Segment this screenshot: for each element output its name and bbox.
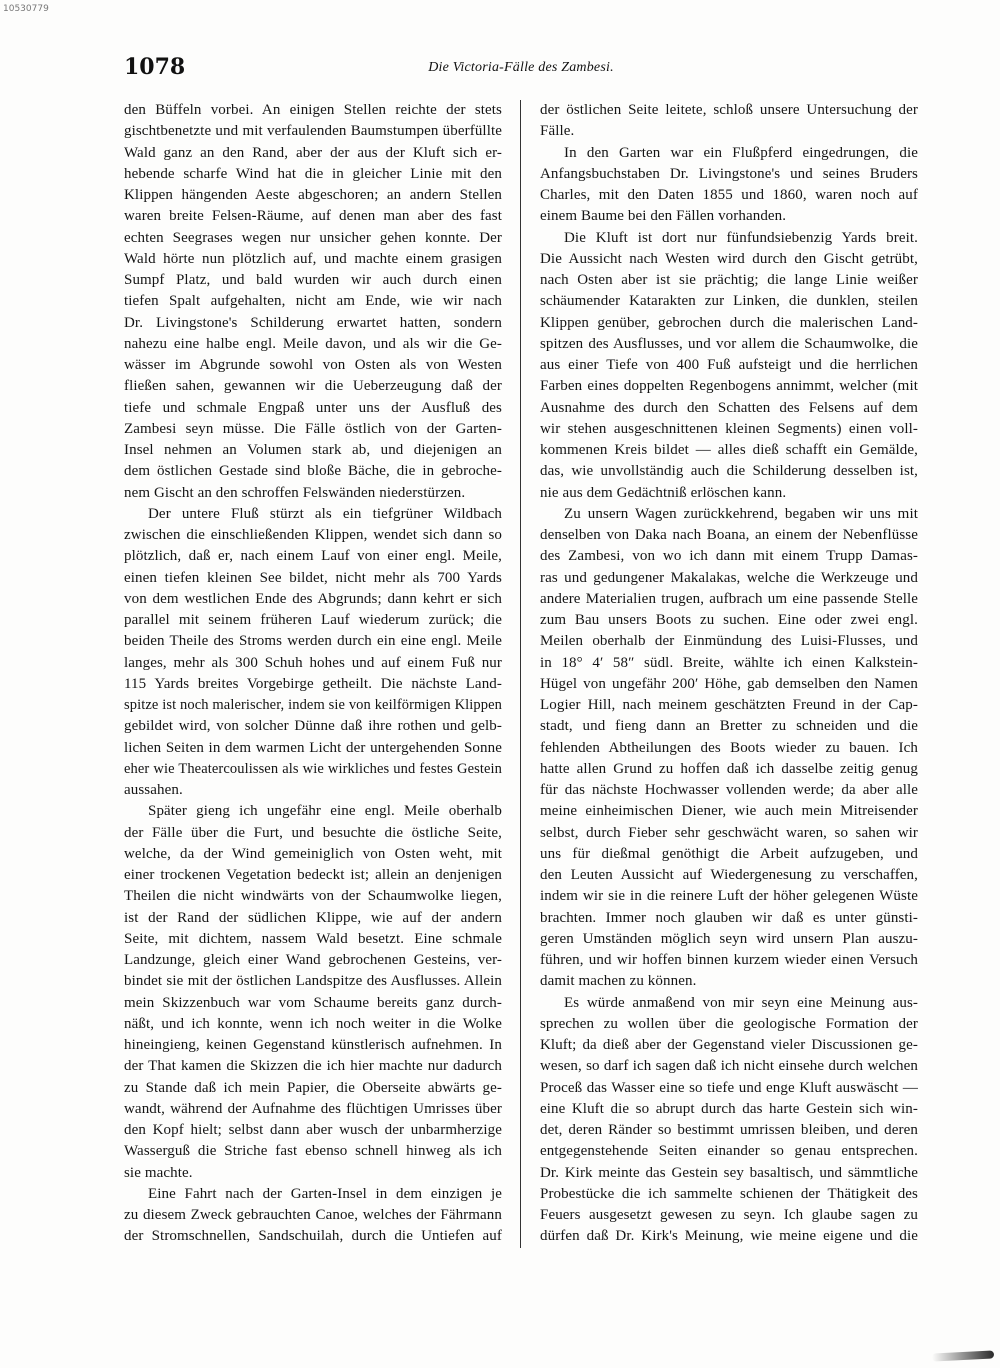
text-line: Charles, mit den Daten 1855 und 1860, waren noch auf — [540, 187, 918, 203]
text-line: det, deren Ränder so bestimmt umrissen bleiben, und deren — [540, 1122, 918, 1138]
text-line: fehlenden Abtheilungen des Boots wieder zu bauen. Ich — [540, 739, 918, 756]
text-line: einer trockenen Vegetation bedeckt ist; allein an denjenigen — [124, 867, 502, 883]
text-line: Klippen hängenden Aeste abgeschoren; an andern Stellen — [124, 187, 502, 203]
text-line: Die Kluft ist dort nur fünfundsiebenzig Yards breit. — [564, 229, 918, 246]
text-line: zum Bau unsers Boots zu suchen. Eine oder zwei engl. — [540, 612, 918, 628]
text-line: gebildet wird, von solcher Dünne daß ihre rothen und gelb- — [124, 718, 502, 735]
text-line: dem östlichen Gestade sind bloße Bäche, die in gebroche- — [124, 463, 502, 480]
text-line: Später gieng ich ungefähr eine engl. Meile oberhalb — [148, 803, 502, 820]
text-line: mein Skizzenbuch war vom Schaume bereits ganz durch- — [124, 994, 502, 1011]
text-line: fließen sahen, gewannen wir die Ueberzeugung daß der — [124, 378, 502, 395]
text-line: Die Aussicht nach Westen wird durch den Gischt getrübt, — [540, 250, 918, 267]
text-line: aussahen. — [124, 782, 183, 798]
text-line: Hügel von ungefähr 200′ Höhe, gab demselben den Namen — [540, 675, 918, 692]
text-line: andere Materialien trugen, aufbrach um eine passende Stelle — [540, 590, 918, 607]
text-line: tiefen Spalt aufgehalten, nicht am Ende, wie wir nach — [124, 293, 502, 310]
text-line: den Kopf hielt; selbst dann aber wusch der unbarmherzige — [124, 1122, 502, 1138]
text-line: spitze ist noch malerischer, indem sie von keilförmigen Klippen — [124, 697, 502, 713]
text-line: Kluft; da dieß aber der Gegenstand vieler Discussionen ge- — [540, 1037, 918, 1053]
text-line: der östlichen Seite leitete, schloß unsere Untersuchung der — [540, 102, 918, 118]
text-line: Es würde anmaßend von mir seyn eine Meinung aus- — [564, 994, 918, 1011]
text-line: einen tiefen kleinen See bildet, nicht mehr als 700 Yards — [124, 569, 502, 586]
text-line: Insel nehmen an Volumen stark ab, und diejenigen an — [124, 442, 502, 458]
text-line: einem Baume bei den Fällen vorhanden. — [540, 208, 787, 225]
text-line: den Büffeln vorbei. An einigen Stellen reichte der stets — [124, 102, 502, 118]
text-line: Zu unsern Wagen zurückkehrend, begaben wir uns mit — [564, 505, 918, 522]
text-line: Landzunge, gleich einer Wand gebrochenen Gesteins, ver- — [124, 952, 502, 968]
text-line: In den Garten war ein Flußpferd eingedrungen, die — [564, 144, 918, 161]
text-line: uns für dießmal genöthigt die Arbeit aufzugeben, und — [540, 845, 918, 862]
text-line: meine einheimischen Diener, wie auch mein Mitreisender — [540, 803, 918, 820]
text-line: nach Osten aber ist sie prächtig; die lange Linie weißer — [540, 272, 918, 288]
text-line: zu Stande daß ich mein Papier, die Oberseite abwärts ge- — [124, 1079, 502, 1096]
text-line: parallel mit seinem früheren Lauf wiederum zurück; die — [124, 612, 502, 628]
text-line: sprechen zu wollen über die geologische Formation der — [540, 1015, 918, 1032]
text-line: der Fälle über die Furt, und besuchte die östliche Seite, — [124, 824, 502, 841]
text-line: wässer im Abgrunde sowohl von Osten als von Westen — [124, 357, 502, 373]
text-line: hebende scharfe Wind hat die in gleicher Linie mit den — [124, 165, 502, 182]
text-line: zwischen die einschließenden Klippen, wendet sich dann so — [124, 527, 502, 543]
text-line: wesen, so darf ich sagen daß ich nicht einsehe durch welchen — [540, 1058, 918, 1075]
text-line: hineingieng, keinen Gegenstand künstlerisch aufnehmen. In — [124, 1037, 502, 1053]
text-line: Wald ganz an den Rand, aber der aus der Kluft sich er- — [124, 144, 502, 161]
text-line: spitzen des Ausflusses, und vor allem die Schaumwolke, die — [540, 335, 918, 352]
text-line: schäumender Katarakten zur Linken, die dunklen, steilen — [540, 293, 918, 310]
text-line: aus einer Tiefe von 400 Fuß aufsteigt und die herrlichen — [540, 357, 918, 373]
text-line: Wasserguß die Striche fast ebenso schnell hinweg als ich — [124, 1143, 502, 1160]
text-line: beiden Theile des Stroms werden durch ein eine engl. Meile — [124, 633, 502, 650]
text-line: führen, und wir hoffen binnen kurzem wieder einen Versuch — [540, 952, 918, 968]
text-line: nem Gischt an den schroffen Felswänden niederstürzen. — [124, 484, 466, 501]
text-line: Logier Hill, nach meinem geschätzten Freund in der Cap- — [540, 697, 918, 713]
text-line: für das nächste Hochwasser vollenden werde; da aber alle — [540, 782, 918, 798]
text-line: nahezu eine halbe engl. Meile davon, und als wir die Ge- — [124, 335, 502, 352]
text-line: echten Seegrases wegen nur unsicher gehen konnte. Der — [124, 229, 502, 246]
text-line: Feuers ausgesetzt gewesen zu seyn. Ich glaube sagen zu — [540, 1207, 918, 1223]
text-line: selbst, durch Fieber sehr geschwächt waren, so sahen wir — [540, 824, 918, 841]
text-line: dürfen daß Dr. Kirk's Meinung, wie meine eigene und die — [540, 1228, 918, 1245]
text-line: wandt, während der Aufnahme des flüchtigen Umrisses über — [124, 1100, 502, 1117]
text-line: Fälle. — [540, 123, 575, 140]
text-line: stadt, und fieng dann an Bretter zu schneiden und die — [540, 718, 918, 735]
text-line: ras und gedungener Makalakas, welche die Werkzeuge und — [540, 569, 918, 586]
text-line: Seite, mit dichtem, nassem Wald besetzt. Eine schmale — [124, 930, 502, 947]
text-line: Proceß das Wasser eine so tiefe und enge Kluft auswäscht — — [540, 1079, 918, 1096]
scan-id-label: 10530779 — [3, 4, 49, 14]
text-line: entgegenstehende Seiten einander so genau entsprechen. — [540, 1143, 918, 1160]
text-line: des Zambesi, von wo ich dann mit einem Trupp Damas- — [540, 548, 918, 565]
text-line: geren Umständen möglich seyn wird unsern Plan auszu- — [540, 930, 918, 947]
text-line: Eine Fahrt nach der Garten-Insel in dem einzigen je — [148, 1185, 502, 1202]
text-line: nie aus dem Gedächtniß erlöschen kann. — [540, 484, 787, 501]
text-line: gischtbenetzte und mit verfaulenden Baumstumpen überfüllte — [124, 123, 502, 140]
text-line: Sumpf Platz, und bald wurden wir auch durch einen — [124, 272, 502, 288]
text-line: der That kamen die Skizzen die ich hier machte nur dadurch — [124, 1058, 502, 1075]
text-line: zu diesem Zweck gebrauchten Canoe, welches der Fährmann — [124, 1207, 502, 1223]
text-line: sie machte. — [124, 1164, 193, 1181]
text-line: Dr. Kirk meinte das Gestein sey basaltisch, und sämmtliche — [540, 1164, 918, 1181]
text-line: lichen Seiten in dem warmen Licht der untergehenden Sonne — [124, 739, 502, 756]
text-line: bindet sie mit der östlichen Landspitze des Ausflusses. Allein — [124, 973, 502, 990]
text-line: Zambesi seyn müsse. Die Fälle östlich von der Garten- — [124, 420, 502, 437]
text-line: Probestücke die ich sammelte schienen der Thätigkeit des — [540, 1185, 918, 1202]
text-line: näßt, und ich konnte, wenn ich noch weiter in die Wolke — [124, 1015, 502, 1032]
page-number: 1078 — [124, 54, 186, 80]
text-line: kommenen Kreis bildet — alles dieß schafft ein Gemälde, — [540, 442, 918, 458]
text-line: in 18° 4′ 58″ südl. Breite, wählte ich einen Kalkstein- — [540, 654, 918, 671]
text-line: Farben eines doppelten Regenbogens annimmt, welcher (mit — [540, 378, 918, 395]
right-text-column — [540, 100, 918, 1248]
text-line: Theilen die nicht windwärts von der Schaumwolke liegen, — [124, 888, 502, 905]
text-line: indem wir sie in die reinere Luft der höher gelegenen Wüste — [540, 888, 918, 905]
column-divider — [520, 100, 521, 1248]
text-line: Klippen genüber, gebrochen durch die malerischen Land- — [540, 314, 918, 331]
text-line: ist der Rand der südlichen Klippe, wie auf der andern — [124, 909, 502, 926]
text-line: Dr. Livingstone's Schilderung erwartet hatten, sondern — [124, 314, 502, 331]
text-line: der Stromschnellen, Sandschuilah, durch die Untiefen auf — [124, 1228, 502, 1245]
text-line: tiefe und schmale Engpaß unter uns der Ausfluß des — [124, 399, 502, 416]
text-line: damit machen zu können. — [540, 973, 697, 990]
text-line: den Leuten Aussicht auf Wiedergenesung zu verschaffen, — [540, 867, 918, 883]
text-line: denselben von Daka nach Boana, an einem der Nebenflüsse — [540, 527, 918, 543]
text-line: 115 Yards breites Vorgebirge getheilt. Die nächste Land- — [124, 675, 502, 692]
text-line: Ausnahme des durch den Schatten des Felsens auf dem — [540, 399, 918, 416]
text-line: plötzlich, daß er, nach einem Lauf von einer engl. Meile, — [124, 548, 502, 565]
scan-edge-mark — [932, 1350, 994, 1361]
left-text-column — [124, 100, 502, 1248]
text-line: eher wie Theatercoulissen als wie wirkliches und festes Gestein — [124, 760, 502, 777]
text-line: welche, da der Wind gemeiniglich von Osten weht, mit — [124, 845, 502, 862]
text-line: waren breite Felsen-Räume, auf denen man aber des fast — [124, 208, 502, 225]
text-line: Der untere Fluß stürzt als ein tiefgrüner Wildbach — [148, 505, 502, 522]
running-title: Die Victoria-Fälle des Zambesi. — [428, 60, 614, 75]
text-line: Wald hörte nun plötzlich auf, und machte einem grasigen — [124, 250, 502, 267]
text-line: hatte allen Grund zu hoffen daß ich dasselbe zeitig genug — [540, 760, 918, 777]
text-line: wir stehen ausgeschnittenen kleinen Segments) einen voll- — [540, 420, 918, 437]
text-line: das, wie unvollständig auch die Schilderung desselben ist, — [540, 463, 918, 480]
text-line: langes, mehr als 300 Schuh hohes und auf einem Fuß nur — [124, 654, 502, 671]
text-line: von dem westlichen Ende des Abgrunds; dann kehrt er sich — [124, 590, 502, 607]
text-line: Anfangsbuchstaben Dr. Livingstone's und seines Bruders — [540, 165, 918, 182]
text-line: Meilen oberhalb der Einmündung des Luisi-Flusses, und — [540, 633, 918, 650]
text-line: eine Kluft die so abrupt durch das harte Gestein sich win- — [540, 1100, 918, 1117]
text-line: brachten. Immer noch glauben wir daß es unter günsti- — [540, 909, 918, 926]
